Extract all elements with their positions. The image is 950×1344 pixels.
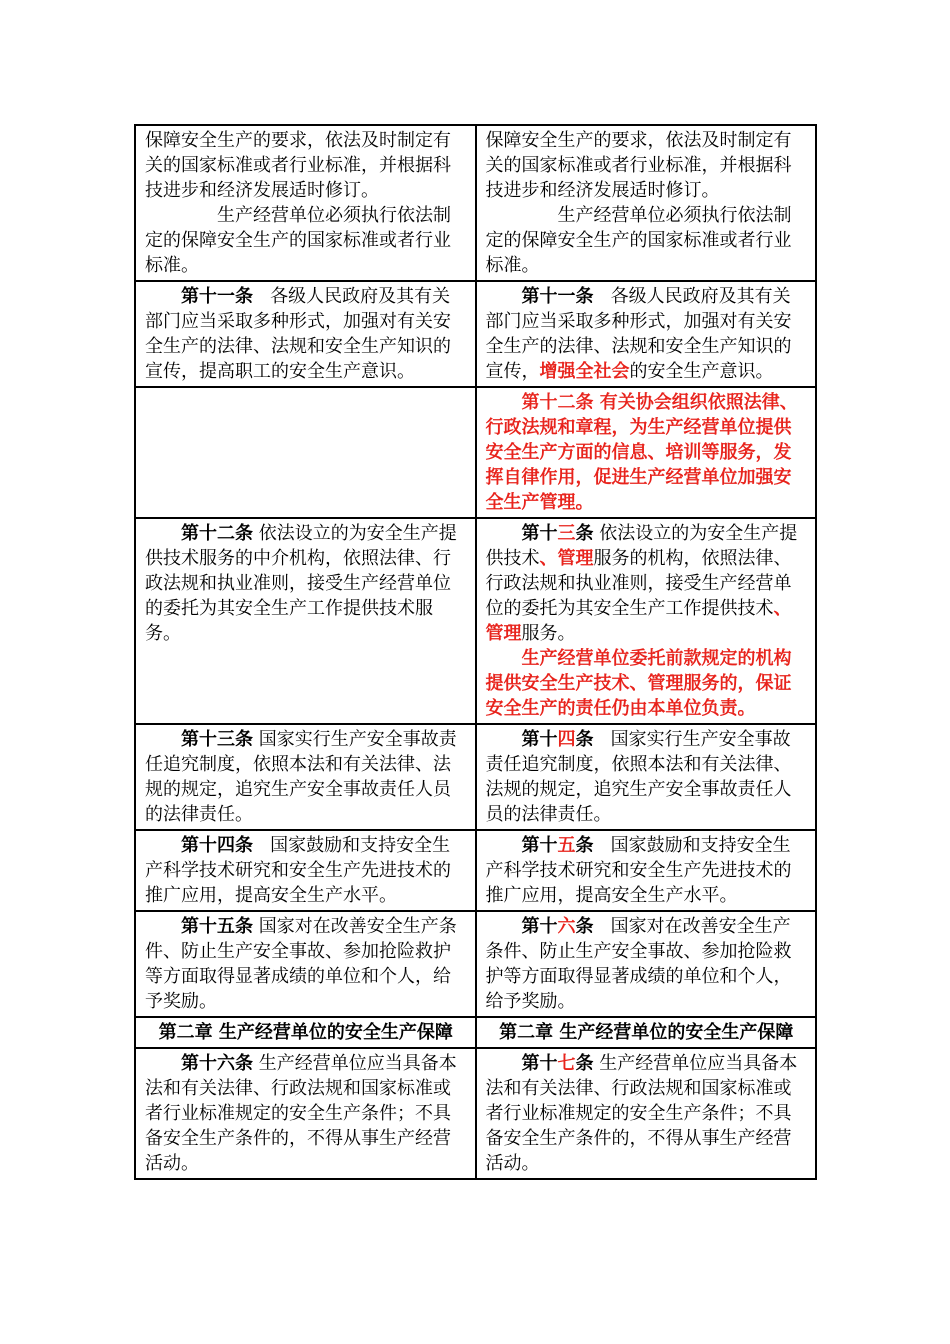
article-text: 依法设立的为安全生产提供技术 — [485, 523, 798, 569]
new-text-cell — [476, 387, 817, 518]
heading-part: 条 — [575, 523, 594, 544]
old-text-cell — [135, 724, 476, 830]
article — [486, 284, 808, 384]
article-heading — [522, 835, 594, 856]
article — [145, 727, 467, 827]
article — [486, 727, 808, 827]
heading-part: 第十 — [521, 835, 558, 856]
table-row — [135, 281, 816, 387]
comparison-table — [134, 124, 817, 1180]
article-text: 服务。 — [521, 623, 576, 644]
table-row — [135, 911, 816, 1017]
article-text: 生产经营单位应当具备本法和有关法律、行政法规和国家标准或者行业标准规定的安全生产条件；不具备安全生产条件的，不得从事生产经营活动。 — [145, 1053, 457, 1174]
heading-part: 条 — [575, 1053, 594, 1074]
article-text: 国家鼓励和支持安全生产科学技术研究和安全生产先进技术的推广应用，提高安全生产水平。 — [485, 835, 792, 906]
old-text-cell — [135, 281, 476, 387]
heading-amended-number: 七 — [557, 1053, 576, 1074]
article-text: 依法设立的为安全生产提供技术服务的中介机构，依照法律、行政法规和执业准则，接受生产经营单位的委托为其安全生产工作提供技术服务。 — [145, 523, 457, 644]
old-text-cell — [135, 125, 476, 281]
article-heading — [522, 523, 594, 544]
article — [486, 521, 808, 646]
article-text: 国家鼓励和支持安全生产科学技术研究和安全生产先进技术的推广应用，提高安全生产水平。 — [145, 835, 451, 906]
heading-part: 第十 — [521, 729, 558, 750]
old-text-cell — [135, 830, 476, 911]
heading-part: 条 — [575, 916, 594, 937]
article — [145, 284, 467, 384]
article-text: 生产经营单位应当具备本法和有关法律、行政法规和国家标准或者行业标准规定的安全生产条件；不具备安全生产条件的，不得从事生产经营活动。 — [485, 1053, 798, 1174]
chapter-heading: 第二章 生产经营单位的安全生产保障 — [499, 1022, 794, 1043]
amended-text: 、管理 — [539, 548, 594, 569]
new-article: 第十二条 有关协会组织依照法律、行政法规和章程，为生产经营单位提供安全生产方面的信息、培训等服务，发挥自律作用，促进生产经营单位加强安全生产管理。 — [485, 392, 798, 513]
new-text-cell — [476, 911, 817, 1017]
heading-part: 第十 — [521, 523, 558, 544]
article — [486, 914, 808, 1014]
article — [486, 833, 808, 908]
paragraph: 保障安全生产的要求，依法及时制定有关的国家标准或者行业标准，并根据科技进步和经济发展适时修订。 — [485, 130, 792, 201]
article-heading — [522, 1053, 594, 1074]
article-text: 国家实行生产安全事故责任追究制度，依照本法和有关法律、法规的规定，追究生产安全事故责任人员的法律责任。 — [485, 729, 792, 825]
article — [145, 833, 467, 908]
chapter-heading: 第二章 生产经营单位的安全生产保障 — [158, 1022, 453, 1043]
article — [486, 1051, 808, 1176]
old-text-cell — [135, 518, 476, 724]
heading-part: 条 — [575, 835, 594, 856]
table-row — [135, 1048, 816, 1179]
new-text-cell — [476, 830, 817, 911]
article — [145, 521, 467, 646]
article-text: 各级人民政府及其有关部门应当采取多种形式，加强对有关安全生产的法律、法规和安全生产知识的宣传， — [485, 286, 792, 382]
heading-amended-number: 六 — [557, 916, 576, 937]
article-heading — [522, 916, 594, 937]
new-text-cell — [476, 518, 817, 724]
article-heading: 第十一条 — [181, 286, 253, 307]
old-text-cell — [135, 911, 476, 1017]
old-text-cell — [135, 1048, 476, 1179]
heading-amended-number: 四 — [557, 729, 576, 750]
new-text-cell — [476, 125, 817, 281]
table-row — [135, 518, 816, 724]
new-text-cell — [476, 281, 817, 387]
new-paragraph: 生产经营单位委托前款规定的机构提供安全生产技术、管理服务的，保证安全生产的责任仍由本单位负责。 — [485, 648, 792, 719]
article-heading: 第十三条 — [181, 729, 253, 750]
heading-part: 条 — [575, 729, 594, 750]
paragraph: 保障安全生产的要求，依法及时制定有关的国家标准或者行业标准，并根据科技进步和经济发展适时修订。 — [145, 130, 451, 201]
article-heading: 第十五条 — [181, 916, 253, 937]
article-heading: 第十四条 — [181, 835, 253, 856]
table-row — [135, 724, 816, 830]
article-heading: 第十六条 — [181, 1053, 253, 1074]
new-text-cell — [476, 1048, 817, 1179]
article-heading: 第十二条 — [181, 523, 253, 544]
paragraph: 生产经营单位必须执行依法制定的保障安全生产的国家标准或者行业标准。 — [485, 205, 792, 276]
amended-text: 增强全社会 — [539, 361, 630, 382]
old-text-cell-empty — [135, 387, 476, 518]
table-row — [135, 1017, 816, 1048]
new-text-cell — [476, 1017, 817, 1048]
amended-text: 、管理 — [485, 598, 792, 644]
heading-part: 第十 — [521, 1053, 558, 1074]
article-text: 国家实行生产安全事故责任追究制度，依照本法和有关法律、法规的规定，追究生产安全事故责任人员的法律责任。 — [145, 729, 457, 825]
article-text: 国家对在改善安全生产条件、防止生产安全事故、参加抢险救护等方面取得显著成绩的单位和个人，给予奖励。 — [485, 916, 792, 1012]
heading-part: 第十 — [521, 916, 558, 937]
article-text: 服务的机构，依照法律、行政法规和执业准则，接受生产经营单位的委托为其安全生产工作提供技术 — [485, 548, 792, 619]
heading-amended-number: 五 — [557, 835, 576, 856]
article — [145, 1051, 467, 1176]
article — [145, 914, 467, 1014]
article-text: 国家对在改善安全生产条件、防止生产安全事故、参加抢险救护等方面取得显著成绩的单位和个人，给予奖励。 — [145, 916, 457, 1012]
article-text: 各级人民政府及其有关部门应当采取多种形式，加强对有关安全生产的法律、法规和安全生产知识的宣传，提高职工的安全生产意识。 — [145, 286, 451, 382]
new-text-cell — [476, 724, 817, 830]
paragraph: 生产经营单位必须执行依法制定的保障安全生产的国家标准或者行业标准。 — [145, 205, 451, 276]
table-row — [135, 387, 816, 518]
article-text: 的安全生产意识。 — [629, 361, 774, 382]
heading-amended-number: 三 — [557, 523, 576, 544]
old-text-cell — [135, 1017, 476, 1048]
table-row — [135, 830, 816, 911]
article-heading: 第十一条 — [521, 286, 594, 307]
article-heading — [522, 729, 594, 750]
table-row — [135, 125, 816, 281]
